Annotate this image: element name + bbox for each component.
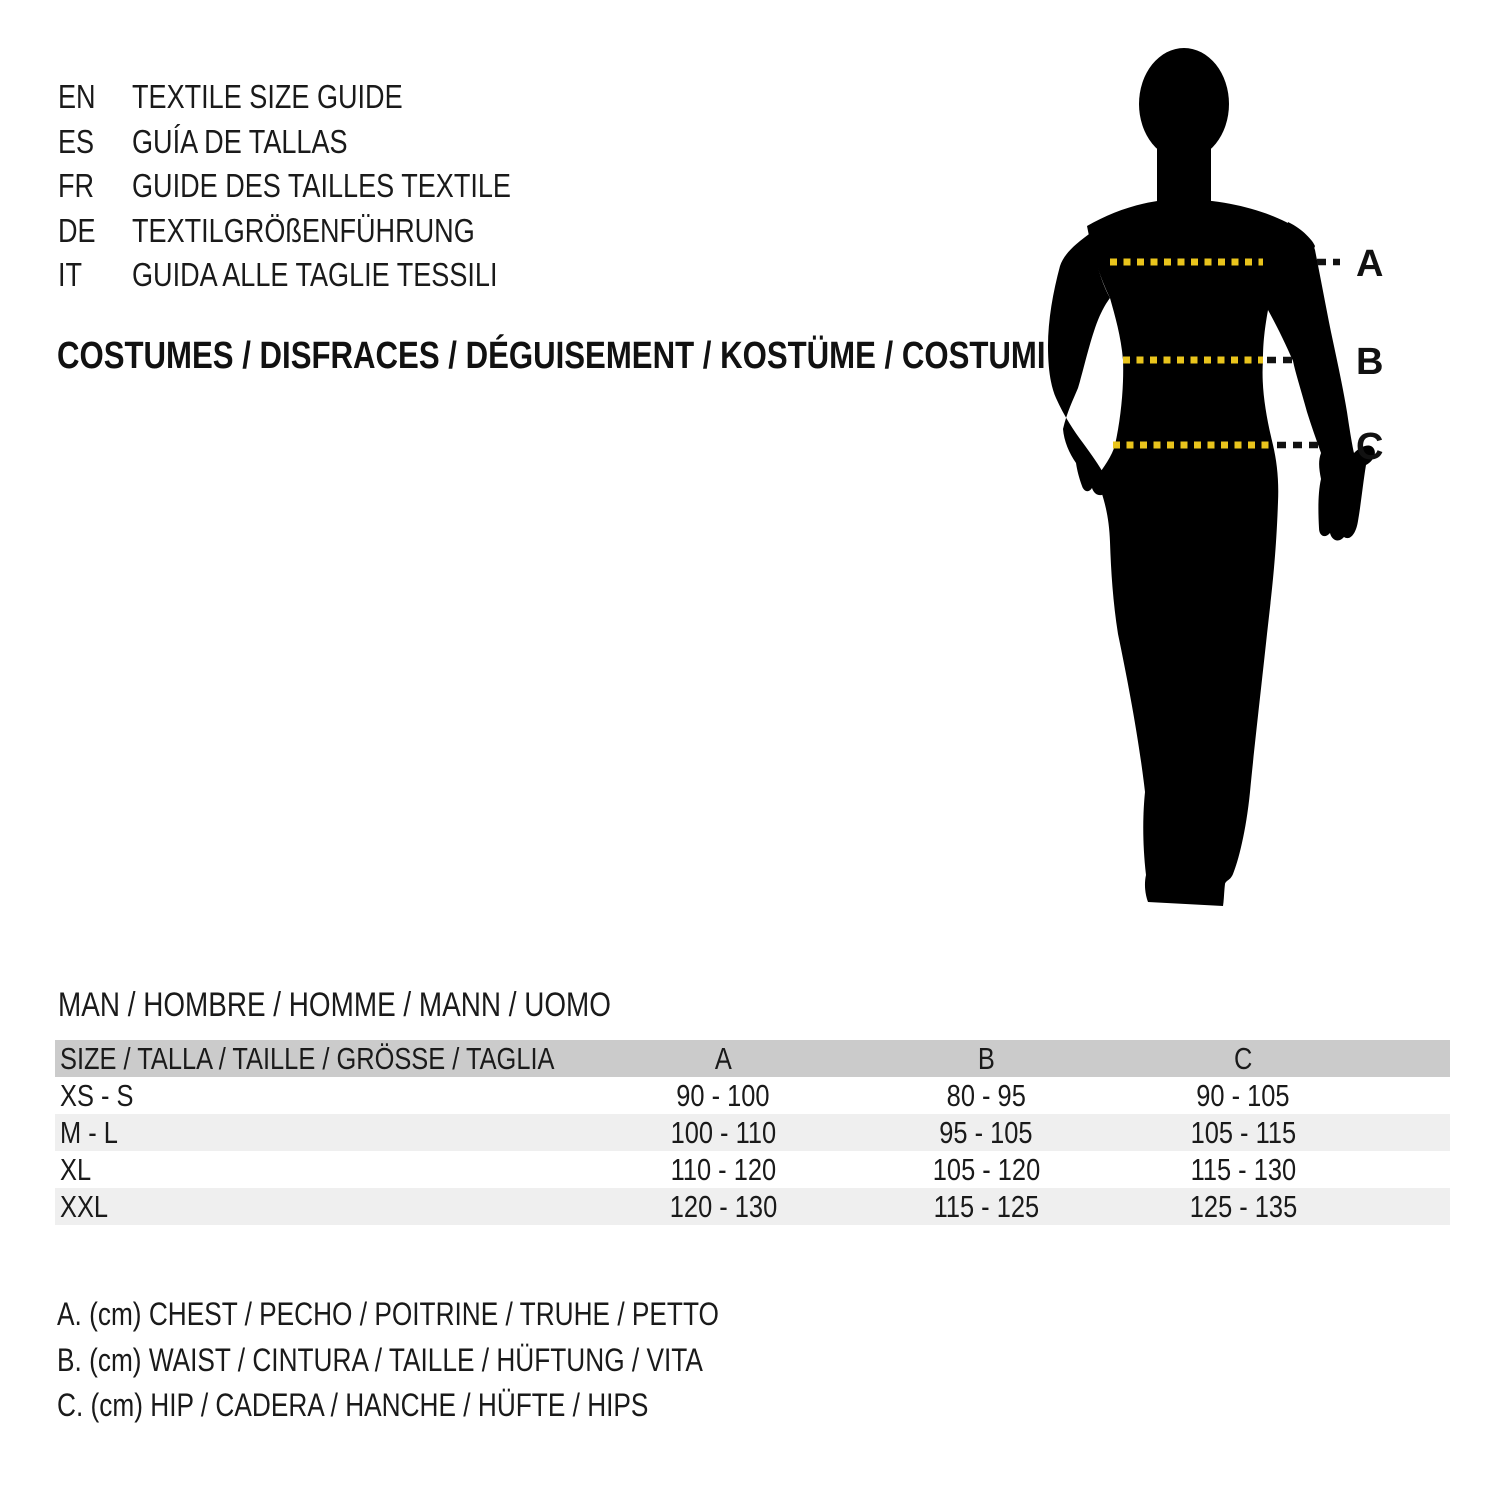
measure-label-c: C	[1356, 426, 1384, 468]
value-cell-a: 90 - 100	[676, 1077, 770, 1113]
header-col-b: B	[977, 1040, 995, 1076]
language-label: TEXTILGRÖßENFÜHRUNG	[132, 211, 475, 249]
language-row-fr	[58, 164, 594, 209]
table-header-row	[55, 1040, 1450, 1077]
language-label: GUÍA DE TALLAS	[132, 122, 348, 160]
man-silhouette-svg	[1020, 40, 1480, 920]
header-col-c: C	[1233, 1040, 1253, 1076]
legend-line-chest: A. (cm) CHEST / PECHO / POITRINE / TRUHE / PETTO	[57, 1296, 719, 1332]
language-code: DE	[58, 211, 96, 249]
table-row-m-l	[55, 1114, 1450, 1151]
value-cell-a: 110 - 120	[670, 1151, 776, 1187]
size-cell: XS - S	[60, 1077, 134, 1113]
value-cell-c: 115 - 130	[1190, 1151, 1296, 1187]
language-row-en	[58, 75, 594, 120]
value-cell-c: 125 - 135	[1189, 1188, 1297, 1224]
value-cell-b: 80 - 95	[946, 1077, 1026, 1113]
legend-line-hip: C. (cm) HIP / CADERA / HANCHE / HÜFTE / HIPS	[57, 1387, 649, 1424]
value-cell-a: 120 - 130	[669, 1188, 777, 1224]
size-cell: XL	[60, 1151, 92, 1187]
table-row-xxl	[55, 1188, 1450, 1225]
language-row-it	[58, 253, 594, 298]
silhouette-neck	[1157, 140, 1211, 206]
table-row-xs-s	[55, 1077, 1450, 1114]
language-list	[58, 75, 594, 298]
language-label: GUIDA ALLE TAGLIE TESSILI	[132, 256, 498, 293]
language-code: EN	[58, 78, 96, 115]
value-cell-b: 115 - 125	[933, 1188, 1039, 1224]
section-title-man: MAN / HOMBRE / HOMME / MANN / UOMO	[58, 986, 611, 1024]
size-cell: M - L	[60, 1114, 118, 1150]
measurement-legend	[57, 1292, 864, 1429]
language-label: TEXTILE SIZE GUIDE	[132, 78, 403, 115]
language-label: GUIDE DES TAILLES TEXTILE	[132, 167, 511, 204]
category-title: COSTUMES / DISFRACES / DÉGUISEMENT / KOSTÜME / COSTUMI	[57, 335, 1046, 377]
value-cell-a: 100 - 110	[670, 1114, 776, 1150]
header-size-label: SIZE / TALLA / TAILLE / GRÖSSE / TAGLIA	[60, 1040, 555, 1076]
language-row-es	[58, 120, 594, 165]
legend-line-waist: B. (cm) WAIST / CINTURA / TAILLE / HÜFTUNG / VITA	[57, 1341, 703, 1378]
value-cell-c: 105 - 115	[1190, 1114, 1296, 1150]
table-row-xl	[55, 1151, 1450, 1188]
language-code: IT	[58, 256, 83, 293]
language-code: ES	[58, 122, 95, 160]
language-row-de	[58, 209, 594, 254]
value-cell-c: 90 - 105	[1196, 1077, 1290, 1113]
measure-label-a: A	[1356, 243, 1384, 285]
measure-label-b: B	[1356, 341, 1384, 383]
header-col-a: A	[714, 1040, 732, 1076]
size-table	[55, 1040, 1450, 1225]
size-cell: XXL	[60, 1188, 109, 1224]
language-code: FR	[58, 167, 95, 204]
value-cell-b: 105 - 120	[932, 1151, 1040, 1187]
value-cell-b: 95 - 105	[939, 1114, 1033, 1150]
man-silhouette-figure	[1020, 40, 1480, 920]
